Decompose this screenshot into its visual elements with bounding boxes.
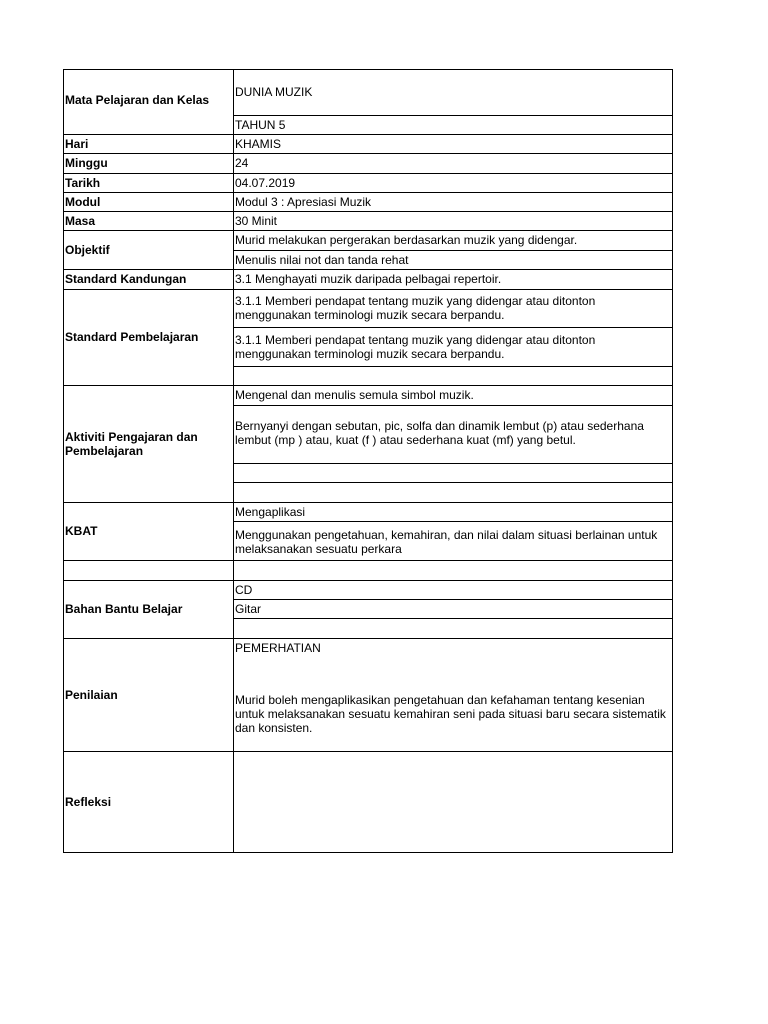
label-aktiviti: Aktiviti Pengajaran dan Pembelajaran xyxy=(65,430,198,458)
row-divider xyxy=(233,618,673,619)
label-objektif: Objektif xyxy=(65,243,110,257)
value-kbat-2: Menggunakan pengetahuan, kemahiran, dan nilai dalam situasi berlainan untuk melaksanakan sesuatu perkara xyxy=(235,528,658,556)
row-divider xyxy=(63,580,673,581)
label-standard-kandungan: Standard Kandungan xyxy=(65,272,187,286)
value-mata-pelajaran: DUNIA MUZIK xyxy=(235,85,313,99)
label-kbat: KBAT xyxy=(65,524,98,538)
value-penilaian-2: Murid boleh mengaplikasikan pengetahuan dan kefahaman tentang kesenian untuk melaksanakan sesuatu kemahiran seni pada situasi baru secara sistematik dan konsisten. xyxy=(235,693,666,735)
value-minggu: 24 xyxy=(235,156,249,170)
row-divider xyxy=(63,269,673,270)
value-kbat-1: Mengaplikasi xyxy=(235,505,306,519)
value-tarikh: 04.07.2019 xyxy=(235,176,296,190)
row-divider xyxy=(63,289,673,290)
row-divider xyxy=(63,751,673,752)
label-mata-pelajaran: Mata Pelajaran dan Kelas xyxy=(65,93,210,107)
row-divider xyxy=(233,463,673,464)
label-hari: Hari xyxy=(65,137,89,151)
row-divider xyxy=(63,211,673,212)
value-objektif-1: Murid melakukan pergerakan berdasarkan muzik yang didengar. xyxy=(235,233,578,247)
label-refleksi: Refleksi xyxy=(65,795,112,809)
row-divider xyxy=(63,230,673,231)
value-standard-kandungan: 3.1 Menghayati muzik daripada pelbagai repertoir. xyxy=(235,272,502,286)
row-divider xyxy=(233,327,673,328)
value-bahan-1: CD xyxy=(235,583,253,597)
row-divider xyxy=(63,385,673,386)
row-divider xyxy=(233,115,673,116)
value-penilaian-1: PEMERHATIAN xyxy=(235,641,321,655)
value-aktiviti-1: Mengenal dan menulis semula simbol muzik. xyxy=(235,388,474,402)
row-divider xyxy=(63,153,673,154)
value-kelas: TAHUN 5 xyxy=(235,118,286,132)
label-modul: Modul xyxy=(65,195,101,209)
row-divider xyxy=(63,192,673,193)
row-divider xyxy=(63,134,673,135)
row-divider xyxy=(233,599,673,600)
row-divider xyxy=(233,521,673,522)
column-divider xyxy=(233,69,234,853)
row-divider xyxy=(63,560,673,561)
label-tarikh: Tarikh xyxy=(65,176,101,190)
value-bahan-2: Gitar xyxy=(235,602,262,616)
row-divider xyxy=(63,502,673,503)
row-divider xyxy=(233,366,673,367)
value-hari: KHAMIS xyxy=(235,137,282,151)
value-masa: 30 Minit xyxy=(235,214,278,228)
label-penilaian: Penilaian xyxy=(65,688,118,702)
row-divider xyxy=(233,250,673,251)
value-standard-pembelajaran-1: 3.1.1 Memberi pendapat tentang muzik yang didengar atau ditonton menggunakan terminologi muzik secara berpandu. xyxy=(235,294,596,322)
value-standard-pembelajaran-2: 3.1.1 Memberi pendapat tentang muzik yang didengar atau ditonton menggunakan terminologi muzik secara berpandu. xyxy=(235,333,596,361)
label-masa: Masa xyxy=(65,214,96,228)
value-modul: Modul 3 : Apresiasi Muzik xyxy=(235,195,372,209)
row-divider xyxy=(233,482,673,483)
label-standard-pembelajaran: Standard Pembelajaran xyxy=(65,330,199,344)
value-objektif-2: Menulis nilai not dan tanda rehat xyxy=(235,253,409,267)
value-aktiviti-2: Bernyanyi dengan sebutan, pic, solfa dan dinamik lembut (p) atau sederhana lembut (mp ) atau, kuat (f ) atau sederhana kuat (mf) yang betul. xyxy=(235,419,644,447)
label-bahan-bantu: Bahan Bantu Belajar xyxy=(65,602,183,616)
row-divider xyxy=(233,405,673,406)
row-divider xyxy=(63,638,673,639)
row-divider xyxy=(63,173,673,174)
label-minggu: Minggu xyxy=(65,156,108,170)
